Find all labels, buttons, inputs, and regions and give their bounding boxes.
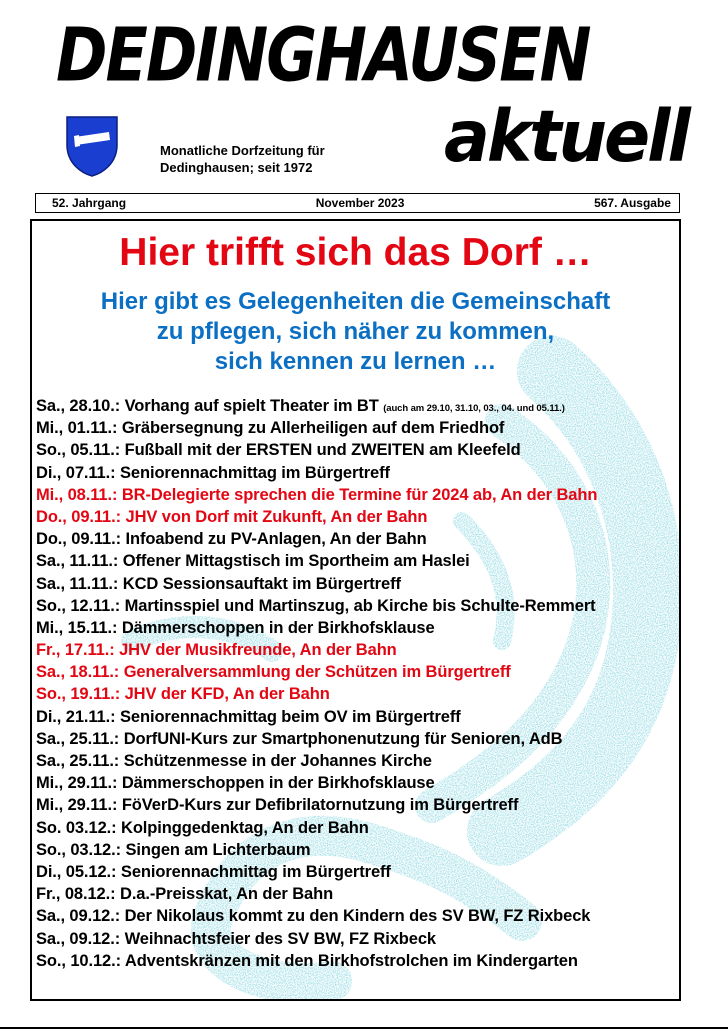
event-date: Mi., 29.11.: xyxy=(36,796,118,815)
event-text: D.a.-Preisskat, An der Bahn xyxy=(120,885,334,904)
masthead-title: DEDINGHAUSEN xyxy=(56,10,590,99)
event-date: Do., 09.11.: xyxy=(36,530,122,549)
event-text: FöVerD-Kurs zur Defibrilatornutzung im Bürgertreff xyxy=(121,796,519,815)
event-item xyxy=(36,550,678,572)
event-text: Kolpinggedenktag, An der Bahn xyxy=(121,818,369,837)
event-date: Sa., 25.11.: xyxy=(36,729,120,748)
event-item xyxy=(36,905,678,927)
event-text: Offener Mittagstisch im Sportheim am Haslei xyxy=(122,552,470,571)
masthead-subtitle: aktuell xyxy=(444,95,688,179)
event-item xyxy=(36,750,678,772)
event-text: Singen am Lichterbaum xyxy=(125,840,311,859)
event-text: Seniorennachmittag im Bürgertreff xyxy=(120,463,390,482)
subline-line-3: sich kennen zu lernen … xyxy=(214,348,497,375)
event-date: Sa., 11.11.: xyxy=(36,552,119,571)
event-date: Sa., 09.12.: xyxy=(36,907,121,926)
tagline-line-1: Monatliche Dorfzeitung für xyxy=(160,143,325,158)
event-date: So., 12.11.: xyxy=(36,596,121,615)
event-item xyxy=(36,439,678,461)
event-item xyxy=(36,683,678,705)
event-item xyxy=(36,817,678,839)
event-text: DorfUNI-Kurs zur Smartphonenutzung für Senioren, AdB xyxy=(123,729,563,748)
issue-bar xyxy=(35,193,680,213)
footer-rule xyxy=(0,1027,728,1029)
subline xyxy=(32,287,679,377)
crest-shield xyxy=(67,117,117,176)
event-text: KCD Sessionsauftakt im Bürgertreff xyxy=(122,574,401,593)
event-item xyxy=(36,950,678,972)
event-text: Fußball mit der ERSTEN und ZWEITEN am Kleefeld xyxy=(124,441,521,460)
content-frame xyxy=(30,219,681,1001)
event-date: Fr., 17.11.: xyxy=(36,641,115,660)
event-date: Mi., 29.11.: xyxy=(36,774,118,793)
event-item xyxy=(36,883,678,905)
event-text: Seniorennachmittag im Bürgertreff xyxy=(120,862,391,881)
event-date: Sa., 11.11.: xyxy=(36,574,119,593)
volume-label: 52. Jahrgang xyxy=(52,196,127,210)
event-date: Mi., 15.11.: xyxy=(36,618,118,637)
event-date: Sa., 25.11.: xyxy=(36,752,120,770)
month-label: November 2023 xyxy=(315,196,405,210)
event-date: Di., 21.11.: xyxy=(36,707,116,726)
event-text: Vorhang auf spielt Theater im BT xyxy=(124,397,379,415)
event-item xyxy=(36,794,678,816)
event-item xyxy=(36,861,678,883)
event-date: So., 03.12.: xyxy=(36,840,122,859)
event-item xyxy=(36,617,678,639)
subline-line-1: Hier gibt es Gelegenheiten die Gemeinschaft xyxy=(100,288,611,315)
event-item xyxy=(36,484,678,506)
event-text: Dämmerschoppen in der Birkhofsklause xyxy=(121,618,435,637)
event-text: Weihnachtsfeier des SV BW, FZ Rixbeck xyxy=(124,929,437,948)
event-text: Seniorennachmittag beim OV im Bürgertreff xyxy=(120,707,461,726)
event-text: Dämmerschoppen in der Birkhofsklause xyxy=(121,774,435,793)
event-item xyxy=(36,528,678,550)
event-item xyxy=(36,839,678,861)
event-item xyxy=(36,462,678,484)
event-date: Mi., 08.11.: xyxy=(36,485,118,504)
headline: Hier trifft sich das Dorf … xyxy=(119,231,592,274)
event-date: Di., 07.11.: xyxy=(36,463,116,482)
event-item xyxy=(36,595,678,617)
event-date: So. 03.12.: xyxy=(36,818,117,837)
tagline-line-2: Dedinghausen; seit 1972 xyxy=(160,160,313,175)
event-date: Sa., 09.12.: xyxy=(36,929,121,948)
crest-bar-tip xyxy=(74,135,80,147)
event-date: So., 19.11.: xyxy=(36,685,121,704)
event-date: Sa., 28.10.: xyxy=(36,397,121,415)
event-date: Do., 09.11.: xyxy=(36,507,122,526)
tagline xyxy=(160,142,420,176)
event-item xyxy=(36,639,678,661)
event-text: BR-Delegierte sprechen die Termine für 2024 ab, An der Bahn xyxy=(121,485,598,504)
event-text: JHV von Dorf mit Zukunft, An der Bahn xyxy=(125,507,428,526)
event-item xyxy=(36,772,678,794)
event-item xyxy=(36,506,678,528)
event-list xyxy=(36,395,678,972)
coat-of-arms-icon xyxy=(65,115,119,177)
event-date: So., 10.12.: xyxy=(36,951,122,970)
event-item xyxy=(36,661,678,683)
event-date: Sa., 18.11.: xyxy=(36,663,120,682)
event-item xyxy=(36,928,678,950)
event-item xyxy=(36,706,678,728)
subline-line-2: zu pflegen, sich näher zu kommen, xyxy=(156,318,555,345)
event-text: Gräbersegnung zu Allerheiligen auf dem Friedhof xyxy=(121,419,505,438)
event-text: Adventskränzen mit den Birkhofstrolchen im Kindergarten xyxy=(124,951,578,970)
event-item xyxy=(36,395,678,417)
event-date: Fr., 08.12.: xyxy=(36,885,116,904)
event-item xyxy=(36,573,678,595)
event-text: Infoabend zu PV-Anlagen, An der Bahn xyxy=(125,530,427,549)
event-text: JHV der KFD, An der Bahn xyxy=(124,685,330,704)
event-text: Schützenmesse in der Johannes Kirche xyxy=(123,752,432,770)
event-date: So., 05.11.: xyxy=(36,441,121,460)
event-item xyxy=(36,728,678,750)
event-text: Der Nikolaus kommt zu den Kindern des SV BW, FZ Rixbeck xyxy=(124,907,591,926)
event-text: JHV der Musikfreunde, An der Bahn xyxy=(119,641,397,660)
event-date: Di., 05.12.: xyxy=(36,862,117,881)
event-text: Martinsspiel und Martinszug, ab Kirche bis Schulte-Remmert xyxy=(124,596,596,615)
event-date: Mi., 01.11.: xyxy=(36,419,118,438)
event-item xyxy=(36,417,678,439)
event-note: (auch am 29.10, 31.10, 03., 04. und 05.11.) xyxy=(383,403,565,414)
issue-label: 567. Ausgabe xyxy=(594,196,671,210)
event-text: Generalversammlung der Schützen im Bürgertreff xyxy=(123,663,511,682)
